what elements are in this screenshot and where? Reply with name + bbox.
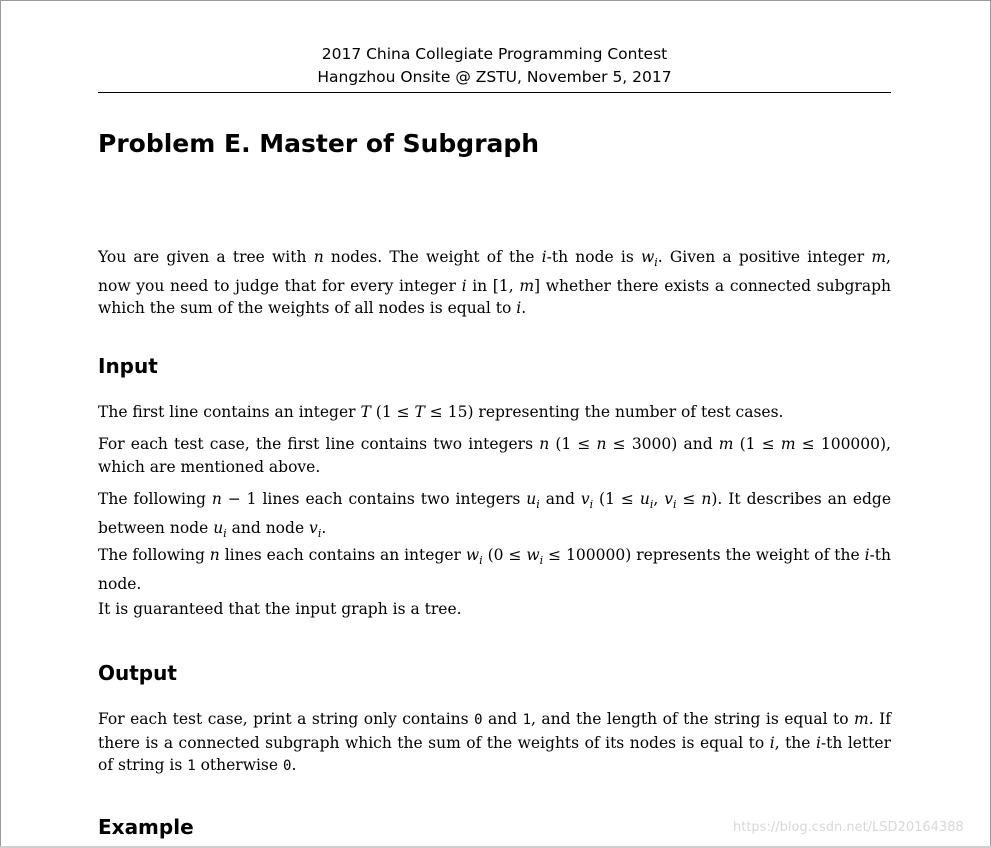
page-header	[98, 43, 891, 89]
output-paragraph: For each test case, print a string only contains 0 and 1, and the length of the string is equal to m. If there is a connected subgraph which the sum of the weights of its nodes is equal to i, the i-th letter of string is 1 otherwise 0.	[98, 710, 891, 774]
contest-name: 2017 China Collegiate Programming Contest	[321, 45, 668, 63]
problem-title: Problem E. Master of Subgraph	[98, 129, 540, 158]
example-heading: Example	[98, 815, 194, 839]
header-rule	[98, 92, 891, 93]
input-paragraph-3: The following n − 1 lines each contains two integers $u_i$ and $v_i$ ($1 \le u_i$, $v_i \le n$). It describes an edge between node $u_i$ and node $v_i$.	[98, 490, 892, 540]
watermark: https://blog.csdn.net/LSD20164388	[733, 820, 964, 835]
input-paragraph-1: The first line contains an integer T (1 ≤ T ≤ 15) representing the number of test cases.	[98, 403, 784, 421]
output-heading: Output	[98, 661, 177, 685]
contest-venue: Hangzhou Onsite @ ZSTU, November 5, 2017	[317, 68, 672, 86]
input-heading: Input	[98, 354, 158, 378]
input-paragraph-2: For each test case, the first line contains two integers n (1 ≤ n ≤ 3000) and m (1 ≤ m ≤ 100000), which are mentioned above.	[98, 435, 891, 476]
input-paragraph-5: It is guaranteed that the input graph is a tree.	[98, 600, 462, 618]
statement-paragraph: You are given a tree with n nodes. The weight of the i-th node is $w_i$. Given a positive integer m, now you need to judge that for every integer i in [1, m] whether there exists a connected subgraph which the sum of the weights of all nodes is equal to i.	[98, 248, 891, 318]
input-paragraph-4: The following n lines each contains an integer $w_i$ $(0 \le w_i \le 100000)$ represents the weight of the i-th node.	[98, 546, 891, 593]
